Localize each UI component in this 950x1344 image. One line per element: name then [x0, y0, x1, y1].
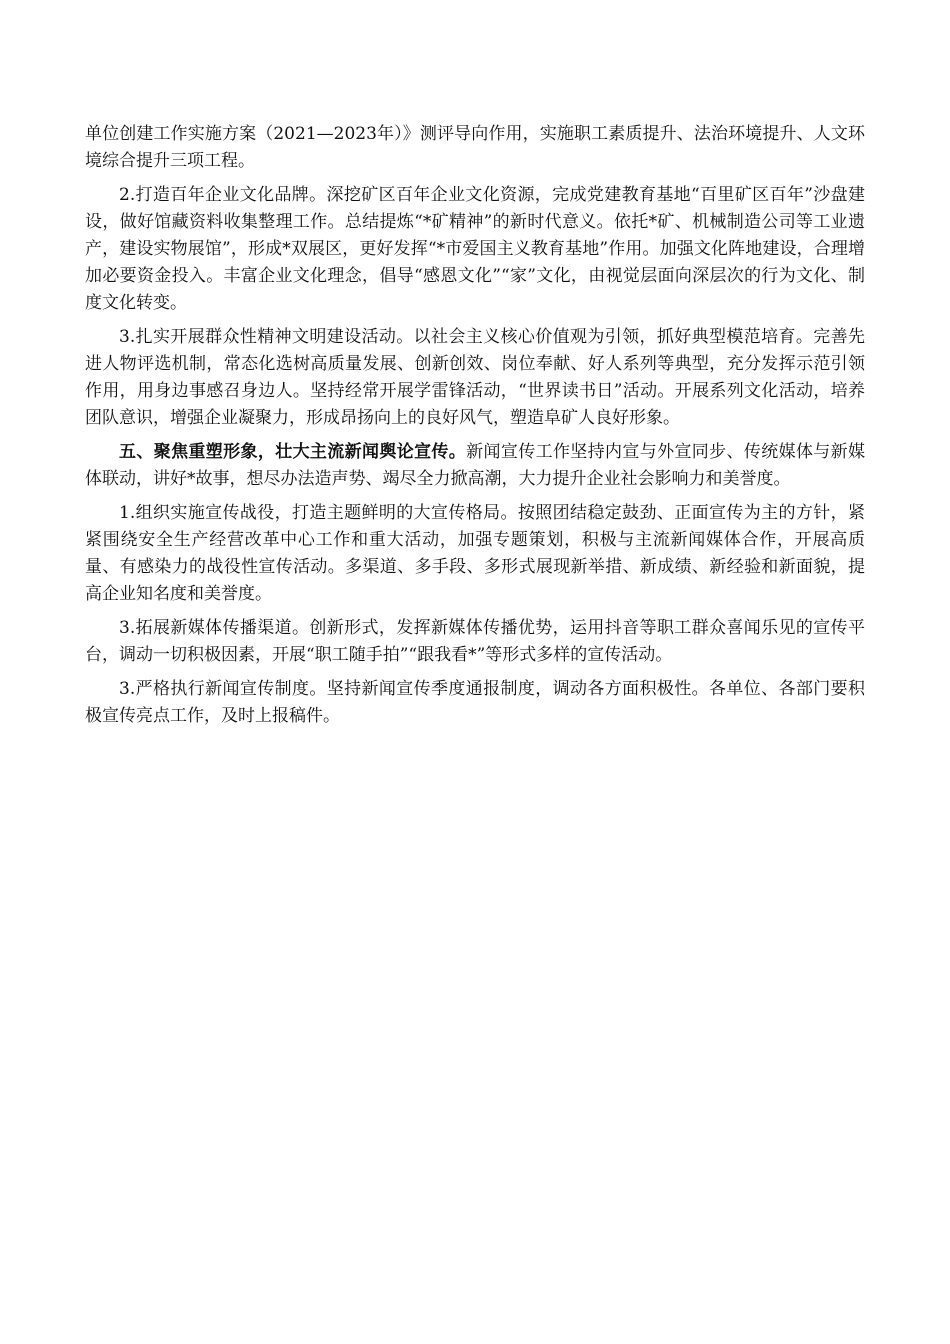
paragraph-2	[85, 182, 865, 317]
paragraph-text: 3.扎实开展群众性精神文明建设活动。以社会主义核心价值观为引领，抓好典型模范培育。完善先进人物评选机制，常态化选树高质量发展、创新创效、岗位奉献、好人系列等典型，充分发挥示范引领作用，用身边事感召身边人。坚持经常开展学雷锋活动，“世界读书日”活动。开展系列文化活动，培养团队意识，增强企业凝聚力，形成昂扬向上的良好风气，塑造阜矿人良好形象。	[85, 327, 865, 428]
paragraph-3	[85, 324, 865, 432]
paragraph-text: 单位创建工作实施方案（2021—2023年）》测评导向作用，实施职工素质提升、法治环境提升、人文环境综合提升三项工程。	[85, 124, 865, 171]
paragraph-text: 3.拓展新媒体传播渠道。创新形式，发挥新媒体传播优势，运用抖音等职工群众喜闻乐见的宣传平台，调动一切积极因素，开展“职工随手拍”“跟我看*”等形式多样的宣传活动。	[85, 618, 865, 665]
paragraph-7	[85, 676, 865, 730]
paragraph-text: 1.组织实施宣传战役，打造主题鲜明的大宣传格局。按照团结稳定鼓劲、正面宣传为主的方针，紧紧围绕安全生产经营改革中心工作和重大活动，加强专题策划，积极与主流新闻媒体合作，开展高质量、有感染力的战役性宣传活动。多渠道、多手段、多形式展现新举措、新成绩、新经验和新面貌，提高企业知名度和美誉度。	[85, 503, 865, 604]
paragraph-text: 2.打造百年企业文化品牌。深挖矿区百年企业文化资源，完成党建教育基地“百里矿区百年”沙盘建设，做好馆藏资料收集整理工作。总结提炼“*矿精神”的新时代意义。依托*矿、机械制造公司等工业遗产，建设实物展馆”，形成*双展区，更好发挥“*市爱国主义教育基地”作用。加强文化阵地建设，合理增加必要资金投入。丰富企业文化理念，倡导“感恩文化”“家”文化，由视觉层面向深层次的行为文化、制度文化转变。	[85, 185, 865, 313]
document-body	[85, 121, 865, 737]
paragraph-text: 新闻宣传工作坚持内宣与外宣同步、传统媒体与新媒体联动，讲好*故事，想尽办法造声势、竭尽全力掀高潮，大力提升企业社会影响力和美誉度。	[85, 442, 866, 489]
paragraph-6	[85, 615, 865, 669]
section-heading: 五、聚焦重塑形象，壮大主流新闻舆论宣传。	[119, 442, 467, 462]
paragraph-4	[85, 439, 865, 493]
paragraph-text: 3.严格执行新闻宣传制度。坚持新闻宣传季度通报制度，调动各方面积极性。各单位、各部门要积极宣传亮点工作，及时上报稿件。	[85, 679, 865, 726]
paragraph-5	[85, 500, 865, 608]
paragraph-1	[85, 121, 865, 175]
